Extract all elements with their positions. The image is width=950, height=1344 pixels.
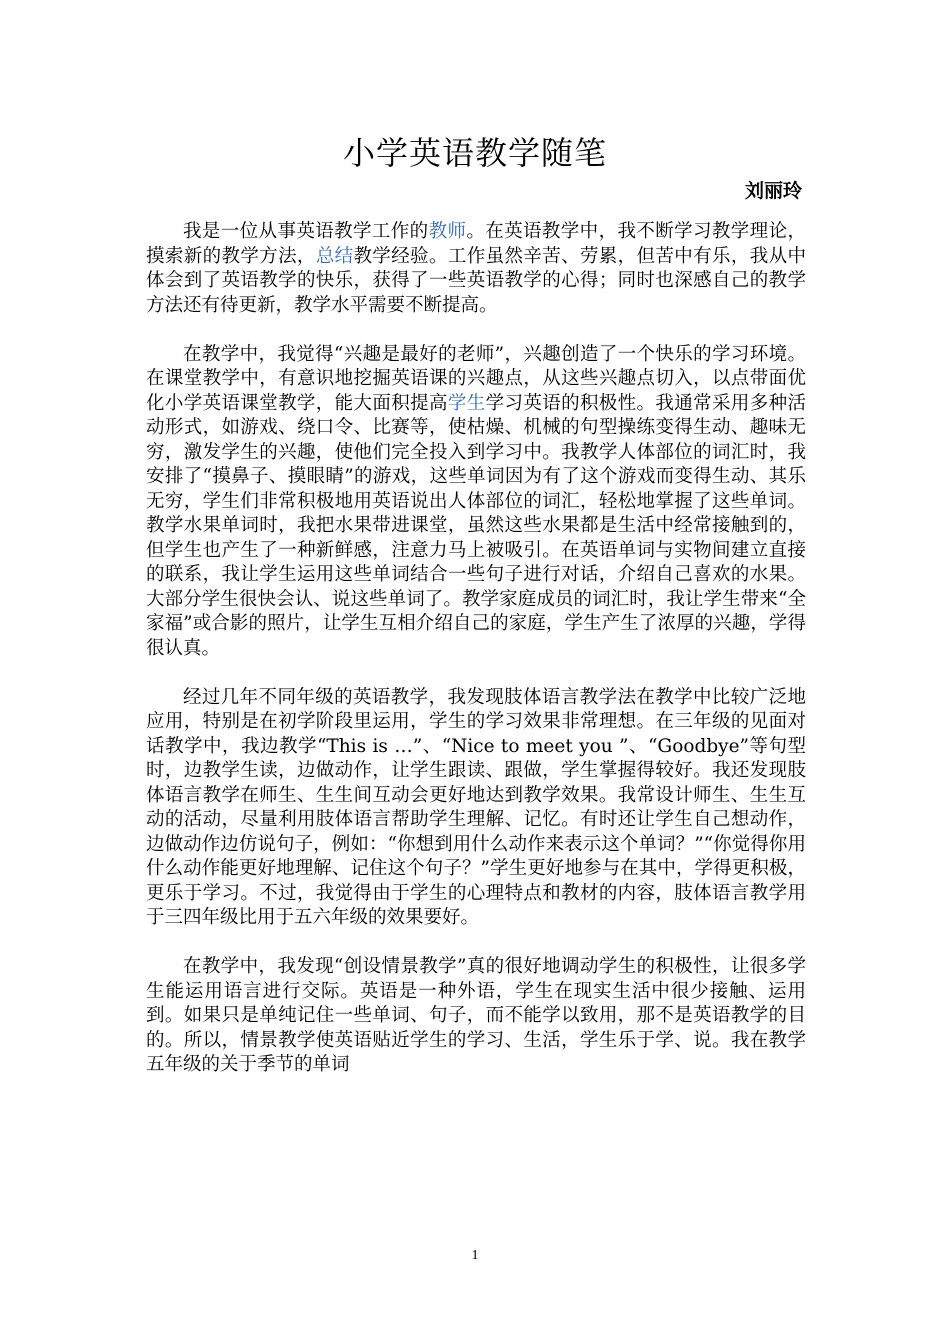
student-link[interactable]: 学生 <box>447 392 486 414</box>
document-body <box>146 220 806 1102</box>
teacher-link[interactable]: 教师 <box>428 221 467 242</box>
paragraph-3: 经过几年不同年级的英语教学，我发现肢体语言教学法在教学中比较广泛地应用，特别是在初学阶段里运用，学生的学习效果非常理想。在三年级的见面对话教学中，我边教学“This is …”、“Nice to meet you ”、“Goodbye”等句型时，边教学生读，边做动作，让学生跟读、跟做，学生掌握得较好。我还发现肢体语言教学在师生、生生间互动会更好地达到教学效果。我常设计师生、生生互动的活动，尽量利用肢体语言帮助学生理解、记忆。有时还让学生自己想动作，边做动作边仿说句子，例如：“你想到用什么动作来表示这个单词？”“你觉得你用什么动作能更好地理解、记住这个句子？”学生更好地参与在其中，学得更积极，更乐于学习。不过，我觉得由于学生的心理特点和教材的内容，肢体语言教学用于三四年级比用于五六年级的效果要好。 <box>146 686 806 928</box>
document-title: 小学英语教学随笔 <box>342 134 607 172</box>
paragraph-text: 学习英语的积极性。我通常采用多种活动形式，如游戏、绕口令、比赛等，使枯燥、机械的句型操练变得生动、趣味无穷，激发学生的兴趣，使他们完全投入到学习中。我教学人体部位的词汇时，我安排了“摸鼻子、摸眼睛”的游戏，这些单词因为有了这个游戏而变得生动、其乐无穷，学生们非常积极地用英语说出人体部位的词汇，轻松地掌握了这些单词。教学水果单词时，我把水果带进课堂，虽然这些水果都是生活中经常接触到的，但学生也产生了一种新鲜感，注意力马上被吸引。在英语单词与实物间建立直接的联系，我让学生运用这些单词结合一些句子进行对话，介绍自己喜欢的水果。大部分学生很快会认、说这些单词了。教学家庭成员的词汇时，我让学生带来“全家福”或合影的照片，让学生互相介绍自己的家庭，学生产生了浓厚的兴趣，学得很认真。 <box>146 392 806 659</box>
page-number: 1 <box>471 1248 479 1263</box>
author-name: 刘丽玲 <box>744 180 802 202</box>
paragraph-1 <box>146 220 806 318</box>
paragraph-4: 在教学中，我发现“创设情景教学”真的很好地调动学生的积极性，让很多学生能运用语言进行交际。英语是一种外语，学生在现实生活中很少接触、运用到。如果只是单纯记住一些单词、句子，而不能学以致用，那不是英语教学的目的。所以，情景教学使英语贴近学生的学习、生活，学生乐于学、说。我在教学五年级的关于季节的单词 <box>146 956 806 1075</box>
paragraph-text: 我是一位从事英语教学工作的 <box>183 221 429 242</box>
paragraph-text: 在教学中，我觉得“兴趣是最好的老师”，兴趣创造了一个快乐的学习环境。在课堂教学中，有意识地挖掘英语课的兴趣点，从这些兴趣点切入，以点带面优化小学英语课堂教学，能大面积提高 <box>146 343 806 414</box>
paragraph-2 <box>146 343 806 662</box>
summary-link[interactable]: 总结 <box>315 245 354 267</box>
paragraph-text: 教学经验。工作虽然辛苦、劳累，但苦中有乐，我从中体会到了英语教学的快乐，获得了一些英语教学的心得；同时也深感自己的教学方法还有待更新，教学水平需要不断提高。 <box>146 245 806 316</box>
paragraph-text: 。在英语教学中，我不断学习教学理论，摸索新的教学方法， <box>146 221 806 267</box>
